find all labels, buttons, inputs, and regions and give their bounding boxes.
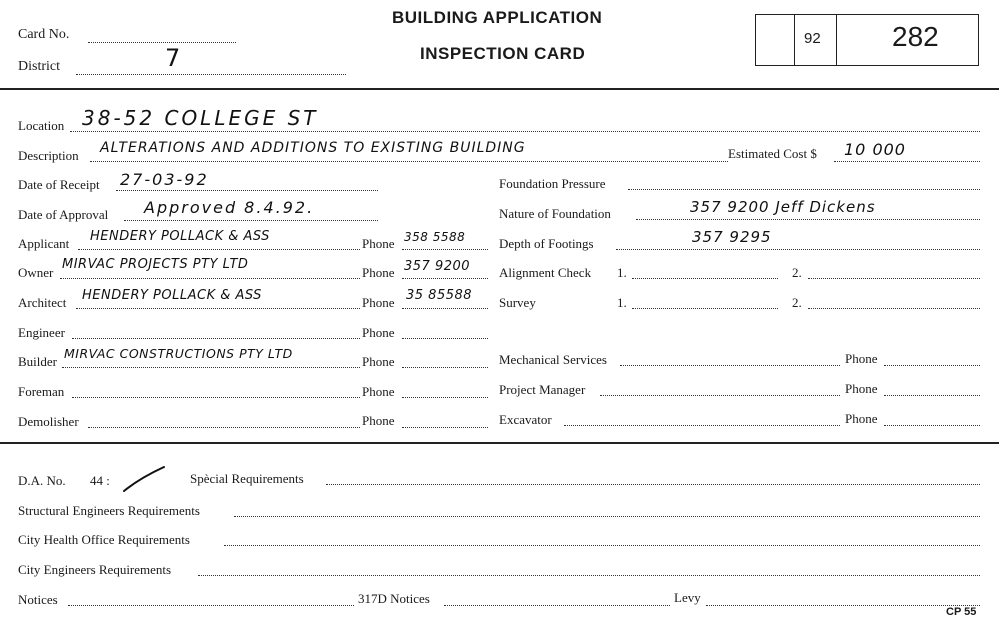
demolisher-phone-label: Phone <box>362 413 395 428</box>
depth-line <box>616 249 980 250</box>
box-divider-2 <box>836 15 837 65</box>
survey-line-2 <box>808 308 980 309</box>
nature-line <box>636 219 980 220</box>
box-divider-1 <box>794 15 795 65</box>
engineer-phone-label: Phone <box>362 325 395 340</box>
structural-label: Structural Engineers Requirements <box>18 503 200 518</box>
approval-value: Approved 8.4.92. <box>144 198 315 217</box>
excavator-label: Excavator <box>499 412 552 427</box>
alignment-num-1: 1. <box>617 265 627 280</box>
project-manager-phone-line <box>884 395 980 396</box>
form-code: CP 55 <box>946 606 977 618</box>
card-year: 92 <box>804 30 821 47</box>
survey-num-2: 2. <box>792 295 802 310</box>
builder-phone-line <box>402 367 488 368</box>
nature-label: Nature of Foundation <box>499 206 611 221</box>
owner-value: MIRVAC PROJECTS PTY LTD <box>62 257 249 272</box>
estimated-cost-label: Estimated Cost $ <box>728 146 817 161</box>
header-rule <box>0 88 999 90</box>
builder-label: Builder <box>18 354 57 369</box>
demolisher-phone-line <box>402 427 488 428</box>
alignment-line-2 <box>808 278 980 279</box>
structural-line <box>234 516 980 517</box>
estimated-cost-value: 10 000 <box>844 140 906 159</box>
applicant-phone-value: 358 5588 <box>404 230 466 244</box>
applicant-phone-label: Phone <box>362 236 395 251</box>
alignment-line-1 <box>632 278 778 279</box>
architect-phone-label: Phone <box>362 295 395 310</box>
project-manager-label: Project Manager <box>499 382 586 397</box>
levy-line <box>706 605 980 606</box>
builder-value: MIRVAC CONSTRUCTIONS PTY LTD <box>64 346 293 361</box>
card-number: 282 <box>892 21 939 52</box>
demolisher-line <box>88 427 360 428</box>
levy-label: Levy <box>674 590 701 605</box>
excavator-line <box>564 425 840 426</box>
mechanical-label: Mechanical Services <box>499 352 607 367</box>
health-label: City Health Office Requirements <box>18 532 190 547</box>
approval-line <box>124 220 378 221</box>
nature-value: 357 9200 Jeff Dickens <box>690 198 876 216</box>
da-slash-mark <box>120 464 170 494</box>
card-number-box <box>755 14 979 66</box>
engineer-label: Engineer <box>18 325 65 340</box>
title-line2: INSPECTION CARD <box>420 44 586 63</box>
excavator-phone-label: Phone <box>845 411 878 426</box>
project-manager-phone-label: Phone <box>845 381 878 396</box>
mechanical-line <box>620 365 840 366</box>
notices-label: Notices <box>18 592 58 607</box>
excavator-phone-line <box>884 425 980 426</box>
city-engineers-line <box>198 575 980 576</box>
alignment-label: Alignment Check <box>499 265 592 280</box>
da-number: 44 : <box>90 473 110 488</box>
notices-317d-line <box>444 605 670 606</box>
project-manager-line <box>600 395 840 396</box>
owner-phone-label: Phone <box>362 265 395 280</box>
da-label: D.A. No. <box>18 473 66 488</box>
notices-317d-label: 317D Notices <box>358 591 430 606</box>
district-value: 7 <box>165 44 182 72</box>
alignment-num-2: 2. <box>792 265 802 280</box>
survey-num-1: 1. <box>617 295 627 310</box>
description-value: ALTERATIONS AND ADDITIONS TO EXISTING BUILDING <box>100 140 526 156</box>
mechanical-phone-line <box>884 365 980 366</box>
foreman-line <box>72 397 360 398</box>
district-line <box>76 74 346 75</box>
foreman-label: Foreman <box>18 384 65 399</box>
receipt-value: 27-03-92 <box>120 170 209 189</box>
mechanical-phone-label: Phone <box>845 351 878 366</box>
demolisher-label: Demolisher <box>18 414 79 429</box>
approval-label: Date of Approval <box>18 207 109 222</box>
engineer-phone-line <box>402 338 488 339</box>
notices-line <box>68 605 354 606</box>
description-line <box>90 161 728 162</box>
architect-phone-value: 35 85588 <box>406 288 473 303</box>
district-label: District <box>18 59 60 74</box>
applicant-line <box>78 249 360 250</box>
owner-phone-value: 357 9200 <box>404 259 471 274</box>
location-label: Location <box>18 118 65 133</box>
applicant-phone-line <box>402 249 488 250</box>
survey-label: Survey <box>499 295 536 310</box>
special-requirements-label: Spècial Requirements <box>190 471 304 486</box>
city-engineers-label: City Engineers Requirements <box>18 562 172 577</box>
owner-line <box>60 278 360 279</box>
estimated-cost-line <box>834 161 980 162</box>
description-label: Description <box>18 148 79 163</box>
builder-line <box>62 367 360 368</box>
card-no-line <box>88 42 236 43</box>
architect-label: Architect <box>18 295 67 310</box>
applicant-value: HENDERY POLLACK & ASS <box>90 229 270 244</box>
foundation-pressure-line <box>628 189 980 190</box>
owner-phone-line <box>402 278 488 279</box>
depth-value: 357 9295 <box>692 228 772 246</box>
health-line <box>224 545 980 546</box>
middle-rule <box>0 442 999 444</box>
title-line1: BUILDING APPLICATION <box>392 8 603 27</box>
receipt-label: Date of Receipt <box>18 177 100 192</box>
location-value: 38-52 COLLEGE ST <box>82 106 319 130</box>
architect-value: HENDERY POLLACK & ASS <box>82 288 262 303</box>
card-no-label: Card No. <box>18 27 70 42</box>
location-line <box>70 131 980 132</box>
receipt-line <box>116 190 378 191</box>
engineer-line <box>72 338 360 339</box>
foreman-phone-line <box>402 397 488 398</box>
architect-phone-line <box>402 308 488 309</box>
foundation-pressure-label: Foundation Pressure <box>499 176 606 191</box>
owner-label: Owner <box>18 265 54 280</box>
foreman-phone-label: Phone <box>362 384 395 399</box>
depth-label: Depth of Footings <box>499 236 594 251</box>
survey-line-1 <box>632 308 778 309</box>
architect-line <box>76 308 360 309</box>
builder-phone-label: Phone <box>362 354 395 369</box>
special-requirements-line <box>326 484 980 485</box>
applicant-label: Applicant <box>18 236 70 251</box>
